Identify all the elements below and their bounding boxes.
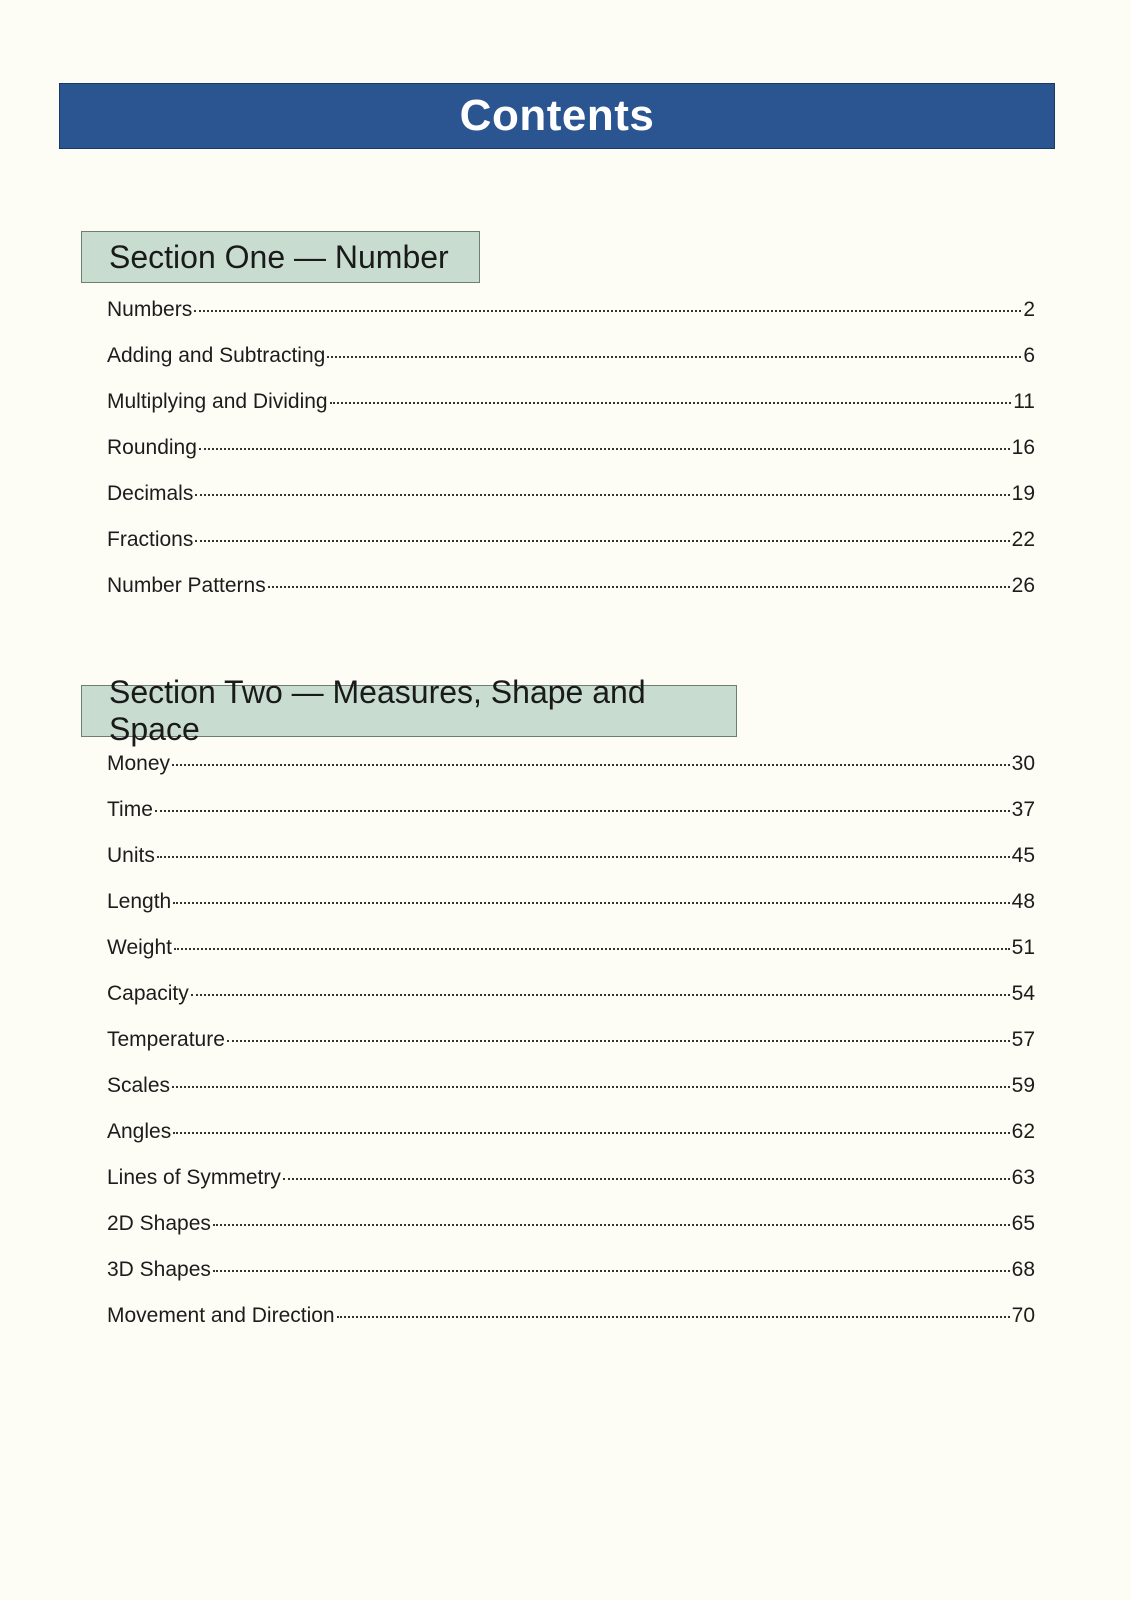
section-two-toc xyxy=(107,752,1035,1350)
dot-leader xyxy=(283,1178,1010,1180)
toc-entry-label: Units xyxy=(107,844,155,867)
toc-entry-page-number: 59 xyxy=(1011,1074,1035,1097)
dot-leader xyxy=(155,810,1010,812)
toc-entry-label: Angles xyxy=(107,1120,172,1143)
toc-entry[interactable] xyxy=(107,344,1035,390)
toc-entry-page-number: 48 xyxy=(1011,890,1035,913)
toc-entry-label: Temperature xyxy=(107,1028,225,1051)
dot-leader xyxy=(191,994,1010,996)
section-one-heading xyxy=(81,231,480,283)
toc-entry[interactable] xyxy=(107,1074,1035,1120)
toc-entry-page-number: 19 xyxy=(1011,482,1035,505)
toc-entry[interactable] xyxy=(107,1120,1035,1166)
toc-entry-page-number: 26 xyxy=(1011,574,1035,597)
toc-entry[interactable] xyxy=(107,890,1035,936)
toc-entry-page-number: 68 xyxy=(1011,1258,1035,1281)
toc-entry[interactable] xyxy=(107,752,1035,798)
contents-title-bar xyxy=(59,83,1055,149)
toc-entry[interactable] xyxy=(107,1304,1035,1350)
toc-entry[interactable] xyxy=(107,436,1035,482)
toc-entry-page-number: 57 xyxy=(1011,1028,1035,1051)
section-one-title: Section One — Number xyxy=(109,238,449,275)
toc-entry-label: Decimals xyxy=(107,482,194,505)
toc-entry[interactable] xyxy=(107,798,1035,844)
toc-entry-page-number: 30 xyxy=(1011,752,1035,775)
toc-entry-page-number: 65 xyxy=(1011,1212,1035,1235)
toc-entry-label: 2D Shapes xyxy=(107,1212,211,1235)
toc-entry-page-number: 62 xyxy=(1011,1120,1035,1143)
toc-entry-page-number: 11 xyxy=(1013,390,1035,413)
toc-entry[interactable] xyxy=(107,298,1035,344)
toc-entry[interactable] xyxy=(107,1212,1035,1258)
toc-entry-page-number: 45 xyxy=(1011,844,1035,867)
toc-entry-label: Weight xyxy=(107,936,172,959)
toc-entry[interactable] xyxy=(107,1258,1035,1304)
toc-entry[interactable] xyxy=(107,574,1035,620)
toc-entry-label: Lines of Symmetry xyxy=(107,1166,281,1189)
toc-entry-page-number: 6 xyxy=(1023,344,1035,367)
toc-entry-label: Capacity xyxy=(107,982,189,1005)
toc-entry-label: Money xyxy=(107,752,171,775)
toc-entry-label: Fractions xyxy=(107,528,194,551)
toc-entry-page-number: 2 xyxy=(1023,298,1035,321)
toc-entry[interactable] xyxy=(107,528,1035,574)
section-two-heading xyxy=(81,674,737,747)
dot-leader xyxy=(213,1224,1010,1226)
dot-leader xyxy=(174,948,1010,950)
dot-leader xyxy=(173,1132,1009,1134)
toc-entry-label: Time xyxy=(107,798,153,821)
toc-entry-page-number: 16 xyxy=(1011,436,1035,459)
toc-entry[interactable] xyxy=(107,844,1035,890)
toc-entry-label: 3D Shapes xyxy=(107,1258,211,1281)
toc-entry-page-number: 70 xyxy=(1011,1304,1035,1327)
dot-leader xyxy=(327,356,1021,358)
dot-leader xyxy=(213,1270,1010,1272)
page-title: Contents xyxy=(459,91,655,140)
toc-entry[interactable] xyxy=(107,482,1035,528)
dot-leader xyxy=(195,494,1009,496)
toc-entry-label: Scales xyxy=(107,1074,171,1097)
toc-entry-label: Adding and Subtracting xyxy=(107,344,326,367)
toc-entry[interactable] xyxy=(107,1166,1035,1212)
dot-leader xyxy=(194,310,1021,312)
toc-entry-page-number: 63 xyxy=(1011,1166,1035,1189)
toc-entry-label: Movement and Direction xyxy=(107,1304,335,1327)
toc-entry-page-number: 22 xyxy=(1011,528,1035,551)
toc-entry-label: Rounding xyxy=(107,436,197,459)
dot-leader xyxy=(227,1040,1010,1042)
toc-entry-page-number: 51 xyxy=(1011,936,1035,959)
dot-leader xyxy=(337,1316,1010,1318)
toc-entry-page-number: 37 xyxy=(1011,798,1035,821)
section-one-toc xyxy=(107,298,1035,620)
section-two-title: Section Two — Measures, Shape and Space xyxy=(109,674,646,747)
toc-entry[interactable] xyxy=(107,982,1035,1028)
dot-leader xyxy=(195,540,1009,542)
toc-entry[interactable] xyxy=(107,390,1035,436)
toc-entry[interactable] xyxy=(107,1028,1035,1074)
dot-leader xyxy=(173,902,1009,904)
toc-entry[interactable] xyxy=(107,936,1035,982)
dot-leader xyxy=(172,1086,1010,1088)
toc-entry-label: Length xyxy=(107,890,172,913)
dot-leader xyxy=(268,586,1010,588)
dot-leader xyxy=(199,448,1010,450)
toc-entry-label: Multiplying and Dividing xyxy=(107,390,328,413)
dot-leader xyxy=(330,402,1012,404)
toc-entry-label: Number Patterns xyxy=(107,574,266,597)
toc-entry-label: Numbers xyxy=(107,298,193,321)
dot-leader xyxy=(157,856,1010,858)
toc-entry-page-number: 54 xyxy=(1011,982,1035,1005)
dot-leader xyxy=(172,764,1010,766)
